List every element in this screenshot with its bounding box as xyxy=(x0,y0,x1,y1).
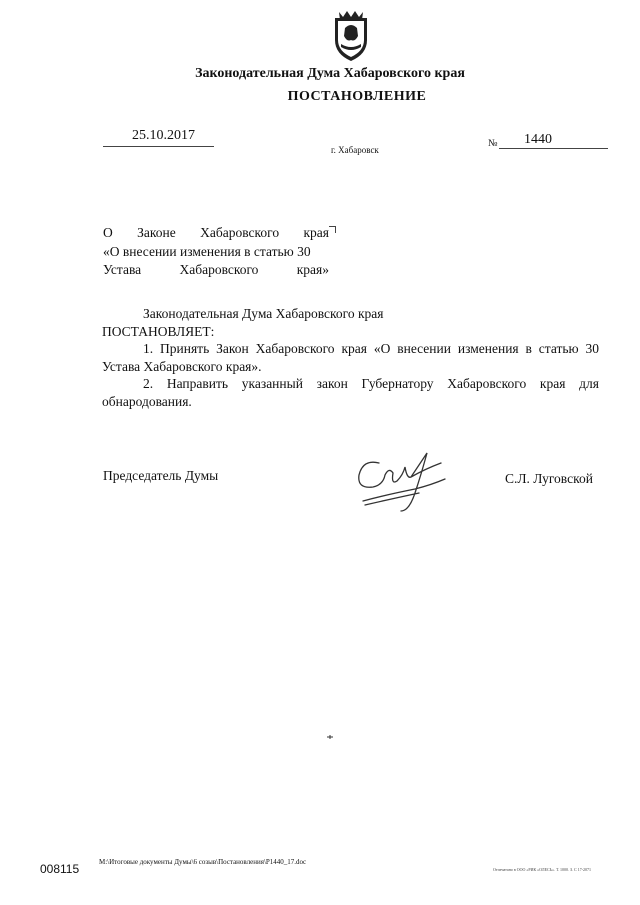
subject-word: Устава xyxy=(103,262,142,277)
number-underline xyxy=(499,148,608,149)
subject-line-2: «О внесении изменения в статью 30 xyxy=(103,243,311,259)
document-type-title: ПОСТАНОВЛЕНИЕ xyxy=(287,89,427,104)
document-date: 25.10.2017 xyxy=(132,128,195,143)
subject-line-3 xyxy=(103,261,329,280)
print-info: Отпечатано в ООО «РИК «ОЛЕСЬ». Т. 1000. З. С 17-2071 xyxy=(493,867,592,872)
subject-word: Хабаровского xyxy=(179,262,259,277)
signer-position: Председатель Думы xyxy=(103,468,219,483)
document-city: г. Хабаровск xyxy=(331,145,379,155)
subject-corner-mark xyxy=(329,226,336,233)
handwritten-signature xyxy=(345,445,455,517)
file-path: M:\Итоговые документы Думы\6 созыв\Постановления\P1440_17.doc xyxy=(99,858,307,866)
organization-title: Законодательная Дума Хабаровского края xyxy=(195,66,465,81)
subject-line-1 xyxy=(103,224,329,243)
body-item-1: 1. Принять Закон Хабаровского края «О внесении изменения в статью 30 Устава Хабаровского края». xyxy=(102,341,599,374)
document-subject xyxy=(103,224,329,280)
subject-word: Хабаровского xyxy=(200,225,280,240)
body-intro: Законодательная Дума Хабаровского края xyxy=(143,306,384,321)
body-resolves: ПОСТАНОВЛЯЕТ: xyxy=(102,323,215,339)
scan-mark-icon xyxy=(327,735,333,739)
resolution-body xyxy=(102,305,599,410)
number-label: № xyxy=(488,138,498,149)
document-number: 1440 xyxy=(524,132,552,147)
subject-word: края xyxy=(303,225,329,240)
subject-word: Законе xyxy=(137,225,176,240)
subject-word: края» xyxy=(296,262,329,277)
signer-name: С.Л. Луговской xyxy=(505,471,593,486)
coat-of-arms-icon xyxy=(327,6,375,64)
subject-word: О xyxy=(103,225,113,240)
date-underline xyxy=(103,146,214,147)
stamp-number: 008115 xyxy=(40,862,80,876)
body-item-2: 2. Направить указанный закон Губернатору Хабаровского края для обнародования. xyxy=(102,376,599,409)
